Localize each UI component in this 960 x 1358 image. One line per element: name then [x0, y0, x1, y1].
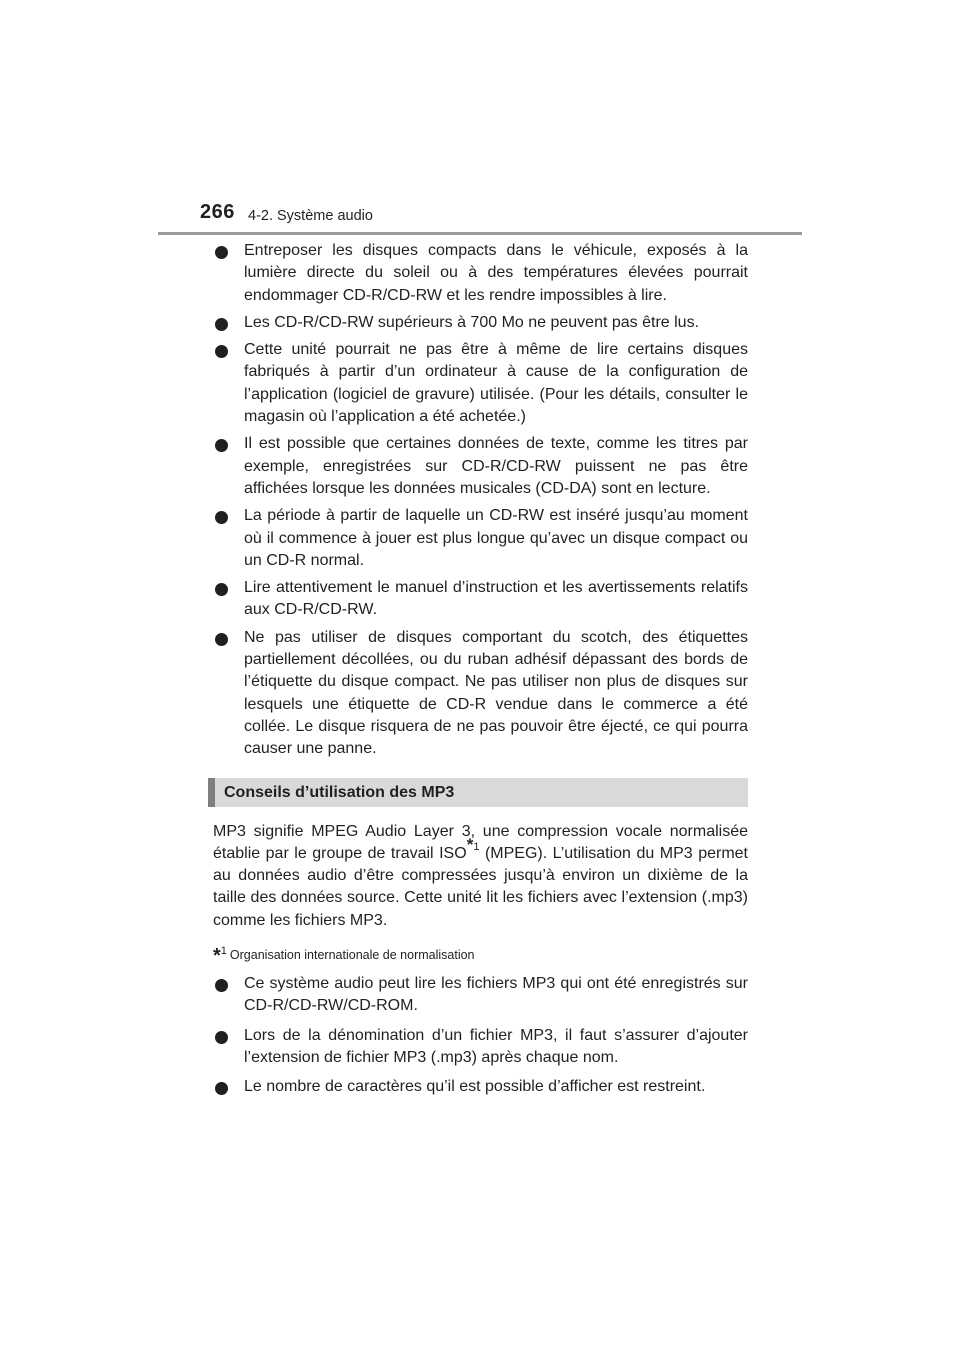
mp3-intro-paragraph: MP3 signifie MPEG Audio Layer 3, une compression vocale normalisée établie par le groupe de travail ISO$^{*1}$ (MPEG). L’utilisation du MP3 permet au données audio d’être compressées jusqu’à environ un dixième de la taille des données source. Cette unité lit les fichiers avec l’extension (.mp3) comme les fichiers MP3.	[213, 822, 748, 929]
bullet-icon	[215, 633, 228, 646]
bullet-icon	[215, 318, 228, 331]
bullet-list-mp3	[213, 973, 748, 1098]
page-content	[213, 240, 748, 1106]
list-item: Lire attentivement le manuel d’instruction et les avertissements relatifs aux CD-R/CD-RW.	[213, 577, 748, 622]
bullet-list-cd	[213, 240, 748, 761]
list-item: Ne pas utiliser de disques comportant du scotch, des étiquettes partiellement décollées, ou du ruban adhésif dépassant des bords de l’étiquette du disque compact. Ne pas utiliser non plus de disques sur lesquels une étiquette de CD-R vendue dans le commerce a été collée. Le disque risquera de ne pas pouvoir être éjecté, ce qui pourra causer une panne.	[213, 627, 748, 761]
list-item: Les CD-R/CD-RW supérieurs à 700 Mo ne peuvent pas être lus.	[213, 312, 748, 334]
list-item: La période à partir de laquelle un CD-RW est inséré jusqu’au moment où il commence à jouer est plus longue qu’avec un disque compact ou un CD-R normal.	[213, 505, 748, 572]
bullet-icon	[215, 1082, 228, 1095]
list-item: Ce système audio peut lire les fichiers MP3 qui ont été enregistrés sur CD-R/CD-RW/CD-ROM.	[213, 973, 748, 1018]
bullet-icon	[215, 979, 228, 992]
footnote: *1 Organisation internationale de normalisation	[213, 945, 475, 968]
header-divider	[158, 232, 802, 235]
section-title: 4-2. Système audio	[248, 208, 373, 224]
page-header	[0, 0, 960, 240]
bullet-icon	[215, 583, 228, 596]
bullet-icon	[215, 246, 228, 259]
list-item: Entreposer les disques compacts dans le véhicule, exposés à la lumière directe du soleil ou à des températures élevées pourrait endommager CD-R/CD-RW et les rendre impossibles à lire.	[213, 240, 748, 307]
list-item: Lors de la dénomination d’un fichier MP3, il faut s’assurer d’ajouter l’extension de fichier MP3 (.mp3) après chaque nom.	[213, 1025, 748, 1070]
section-heading-mp3: Conseils d’utilisation des MP3	[208, 778, 748, 807]
bullet-icon	[215, 439, 228, 452]
bullet-icon	[215, 511, 228, 524]
bullet-icon	[215, 1031, 228, 1044]
list-item: Cette unité pourrait ne pas être à même de lire certains disques fabriqués à partir d’un ordinateur à cause de la configuration de l’application (logiciel de gravure) utilisée. (Pour les détails, consulter le magasin où l’application a été achetée.)	[213, 339, 748, 428]
list-item: Il est possible que certaines données de texte, comme les titres par exemple, enregistrées sur CD-R/CD-RW puissent ne pas être affichées lorsque les données musicales (CD-DA) sont en lecture.	[213, 433, 748, 500]
list-item: Le nombre de caractères qu’il est possible d’afficher est restreint.	[213, 1076, 748, 1098]
page-number: 266	[200, 201, 235, 223]
footnote-reference: *1	[466, 834, 480, 854]
bullet-icon	[215, 345, 228, 358]
